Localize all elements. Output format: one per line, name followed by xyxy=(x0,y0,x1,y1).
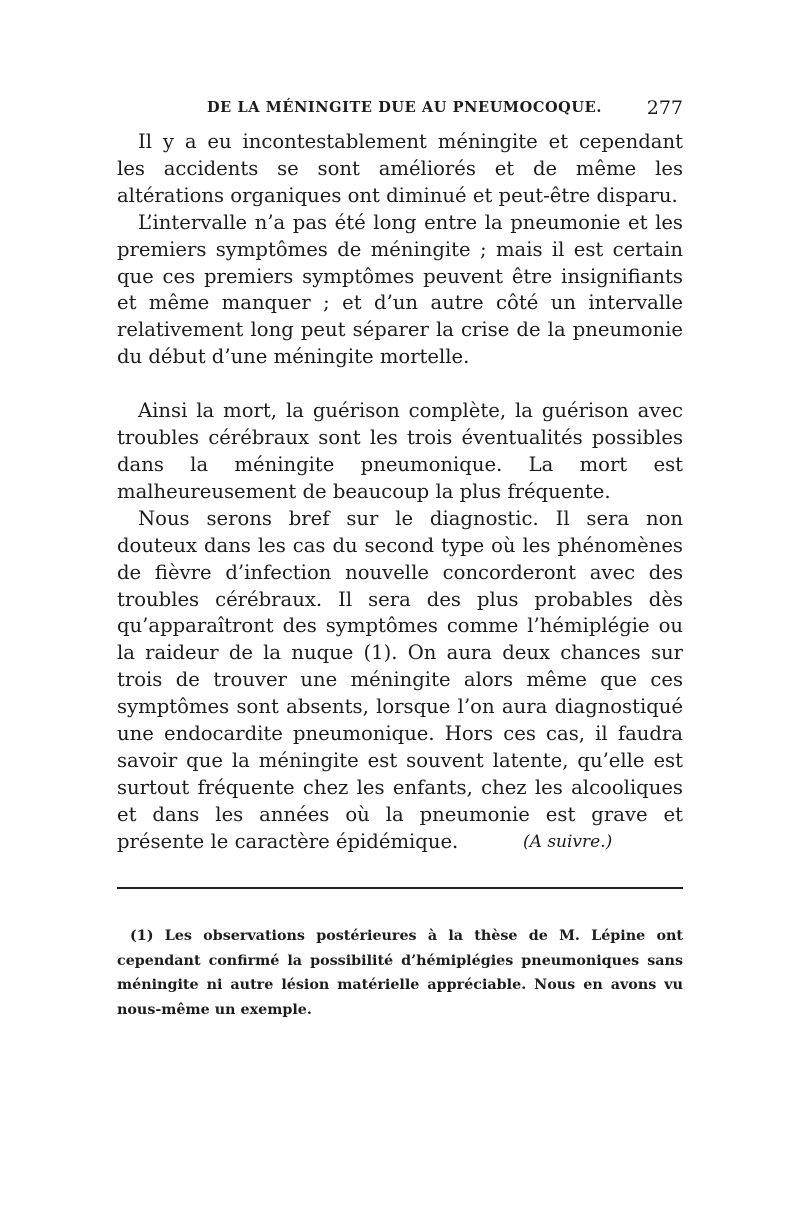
paragraph-3: Ainsi la mort, la guérison complète, la guérison avec troubles cérébraux sont les trois éventualités possibles dans la méningite pneumonique. La mort est malheureusement de beaucoup la plus fréquente. xyxy=(117,399,683,503)
paragraph-4: Nous serons bref sur le diagnostic. Il sera non douteux dans les cas du second type où les phénomènes de fièvre d’infection nouvelle concorderont avec des troubles cérébraux. Il sera des plus probables dès qu’apparaîtront des symptômes comme l’hémiplégie ou la raideur de la nuque (1). On aura deux chances sur trois de trouver une méningite alors même que ces symptômes sont absents, lorsque l’on aura diagnostiqué une endocardite pneumonique. Hors ces cas, il faudra savoir que la méningite est souvent latente, qu’elle est surtout fréquente chez les enfants, chez les alcooliques et dans les années où la pneumonie est grave et présente le caractère épidémique. xyxy=(117,506,683,853)
paragraph-1: Il y a eu incontestablement méningite et cependant les accidents se sont améliorés et de même les altérations organiques ont diminué et peut-être disparu. xyxy=(117,130,683,207)
continuation-note: (A suivre.) xyxy=(523,832,613,852)
body-text xyxy=(117,129,683,856)
page-number: 277 xyxy=(646,97,683,119)
footnote xyxy=(117,924,683,1022)
running-head: DE LA MÉNINGITE DUE AU PNEUMOCOQUE. xyxy=(207,99,602,116)
footnote-divider xyxy=(117,887,683,889)
paragraph-2: L’intervalle n’a pas été long entre la pneumonie et les premiers symptômes de méningite ; mais il est certain que ces premiers symptômes peuvent être insignifiants et même manquer ; et d’un autre côté un intervalle relativement long peut séparer la crise de la pneumonie du début d’une méningite mortelle. xyxy=(117,210,683,369)
footnote-1: (1) Les observations postérieures à la thèse de M. Lépine ont cependant confirmé la possibilité d’hémiplégies pneumoniques sans méningite ni autre lésion matérielle appréciable. Nous en avons vu nous-même un exemple. xyxy=(117,928,683,1018)
page-header xyxy=(117,97,683,125)
